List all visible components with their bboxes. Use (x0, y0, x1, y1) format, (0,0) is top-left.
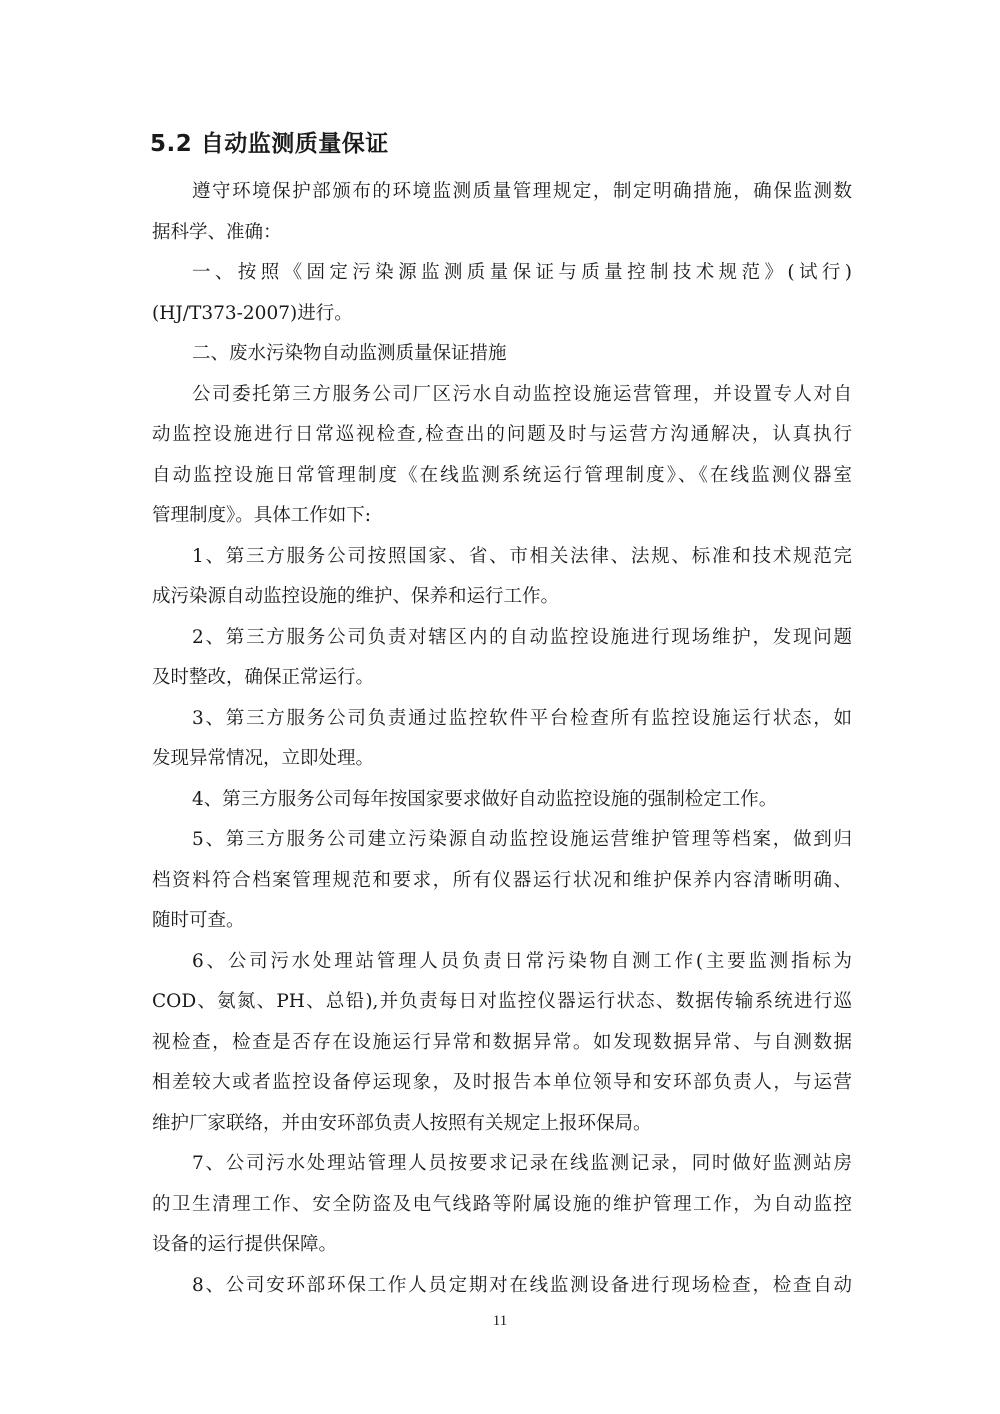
text-line: 3、第三方服务公司负责通过监控软件平台检查所有监控设施运行状态，如 (192, 707, 852, 729)
text-line: 自动监控设施日常管理制度《在线监测系统运行管理制度》、《在线监测仪器室 (152, 464, 852, 486)
text-line: 的卫生清理工作、安全防盗及电气线路等附属设施的维护管理工作，为自动监控 (152, 1193, 852, 1215)
text-line: 设备的运行提供保障。 (152, 1234, 338, 1255)
text-line: COD、氨氮、PH、总铅),并负责每日对监控仪器运行状态、数据传输系统进行巡 (152, 991, 852, 1012)
text-line: 动监控设施进行日常巡视检查,检查出的问题及时与运营方沟通解决，认真执行 (152, 424, 852, 445)
text-line: 管理制度》。具体工作如下: (152, 505, 371, 526)
body-text (152, 172, 852, 1306)
section-heading: 5.2 自动监测质量保证 (150, 131, 389, 157)
text-line: 发现异常情况，立即处理。 (152, 748, 375, 769)
text-line: 一、按照《固定污染源监测质量保证与质量控制技术规范》(试行) (192, 262, 852, 283)
text-line: 档资料符合档案管理规范和要求，所有仪器运行状况和维护保养内容清晰明确、 (152, 869, 852, 891)
text-line: 二、废水污染物自动监测质量保证措施 (192, 343, 507, 364)
text-line: 成污染源自动监控设施的维护、保养和运行工作。 (152, 586, 560, 607)
text-line: 视检查，检查是否存在设施运行异常和数据异常。如发现数据异常、与自测数据 (152, 1031, 852, 1053)
text-line: 4、第三方服务公司每年按国家要求做好自动监控设施的强制检定工作。 (192, 788, 778, 810)
text-line: 相差较大或者监控设备停运现象，及时报告本单位领导和安环部负责人，与运营 (152, 1072, 852, 1093)
page-number: 11 (492, 1313, 508, 1329)
text-line: 公司委托第三方服务公司厂区污水自动监控设施运营管理，并设置专人对自 (192, 383, 852, 405)
text-line: 2、第三方服务公司负责对辖区内的自动监控设施进行现场维护，发现问题 (192, 626, 852, 648)
text-line: 随时可查。 (152, 910, 245, 931)
text-line: 6、公司污水处理站管理人员负责日常污染物自测工作(主要监测指标为 (192, 950, 852, 972)
text-line: 遵守环境保护部颁布的环境监测质量管理规定，制定明确措施，确保监测数 (192, 181, 852, 202)
text-line: 7、公司污水处理站管理人员按要求记录在线监测记录，同时做好监测站房 (192, 1153, 852, 1174)
text-line: 及时整改，确保正常运行。 (152, 667, 375, 688)
text-line: 8、公司安环部环保工作人员定期对在线监测设备进行现场检查，检查自动 (192, 1274, 852, 1296)
text-line: 5、第三方服务公司建立污染源自动监控设施运营维护管理等档案，做到归 (192, 829, 852, 850)
text-line: 据科学、准确： (152, 221, 282, 243)
text-line: 1、第三方服务公司按照国家、省、市相关法律、法规、标准和技术规范完 (192, 545, 852, 567)
text-line: (HJ/T373-2007)进行。 (152, 302, 353, 324)
text-line: 维护厂家联络，并由安环部负责人按照有关规定上报环保局。 (152, 1112, 652, 1134)
